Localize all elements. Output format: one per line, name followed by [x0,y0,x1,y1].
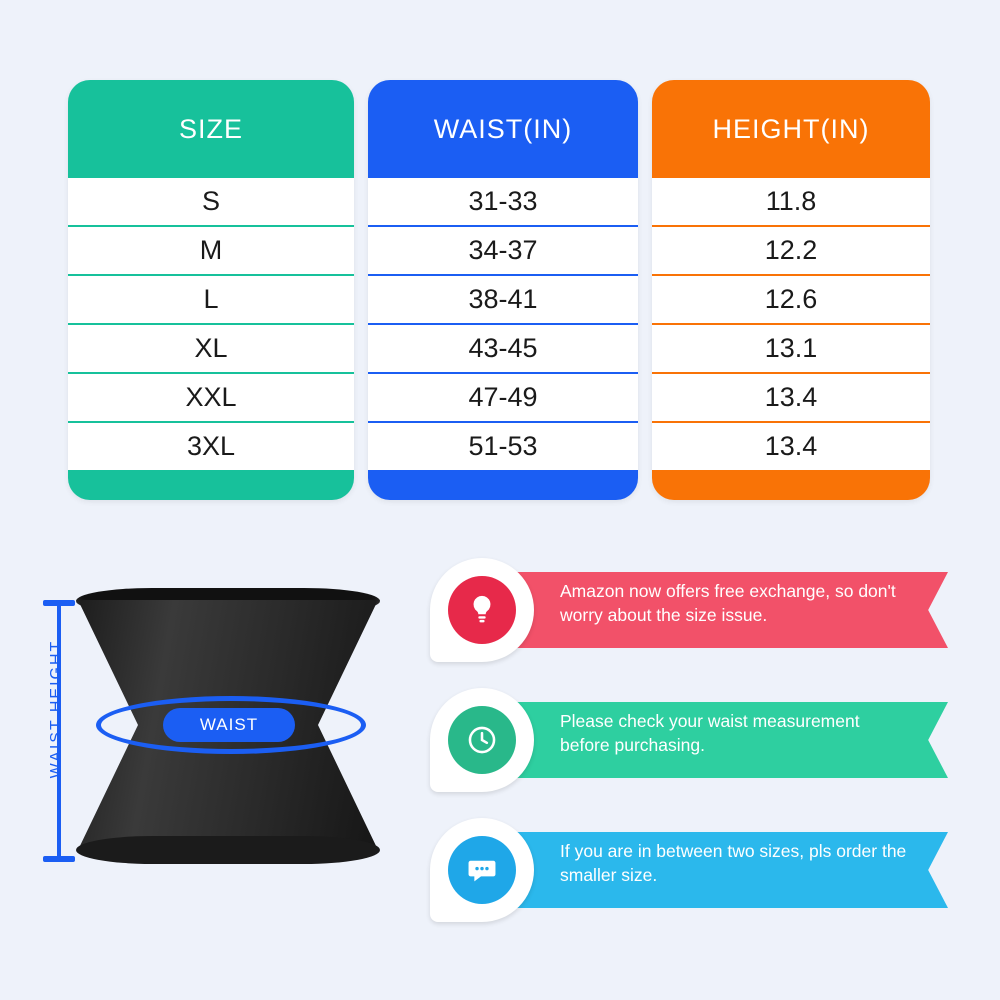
table-column-height [652,80,930,500]
column-body-height [652,178,930,500]
table-column-waist [368,80,638,500]
column-header-waist: WAIST(IN) [433,113,573,144]
table-cell: L [68,276,354,323]
table-cell: S [68,178,354,225]
note-icon-bubble [430,688,534,792]
size-chart-table [68,80,934,500]
table-cell: 12.2 [652,227,930,274]
table-cell: 51-53 [368,423,638,470]
table-cell: 13.1 [652,325,930,372]
note-item [420,688,948,788]
table-cell: 13.4 [652,374,930,421]
table-cell: 3XL [68,423,354,470]
table-cell: XXL [68,374,354,421]
table-cell: XL [68,325,354,372]
lightbulb-icon [448,576,516,644]
note-icon-bubble [430,558,534,662]
table-cell: 12.6 [652,276,930,323]
table-cell: 38-41 [368,276,638,323]
product-measurement-figure [18,560,438,980]
clock-icon [448,706,516,774]
waist-label: WAIST [163,708,295,742]
column-header-height: HEIGHT(IN) [712,113,870,144]
note-item [420,558,948,658]
note-text: Please check your waist measurement before purchasing. [560,711,860,755]
column-body-waist [368,178,638,500]
table-cell: 31-33 [368,178,638,225]
table-column-size [68,80,354,500]
table-cell: 34-37 [368,227,638,274]
ruler-cap-bottom [43,856,75,862]
waist-trainer-belt-image [78,600,378,850]
table-cell: M [68,227,354,274]
note-item [420,818,948,918]
notes-section [420,548,980,968]
table-cell: 11.8 [652,178,930,225]
note-text: Amazon now offers free exchange, so don't worry about the size issue. [560,581,896,625]
waist-height-label: WAIST HEIGHT [48,639,65,779]
table-cell: 13.4 [652,423,930,470]
note-icon-bubble [430,818,534,922]
note-text: If you are in between two sizes, pls order the smaller size. [560,841,907,885]
table-cell: 47-49 [368,374,638,421]
waist-height-ruler [36,600,80,862]
column-header-size: SIZE [178,113,243,144]
belt-bottom-edge [76,836,380,864]
table-cell: 43-45 [368,325,638,372]
column-body-size [68,178,354,500]
chat-bubble-icon [448,836,516,904]
